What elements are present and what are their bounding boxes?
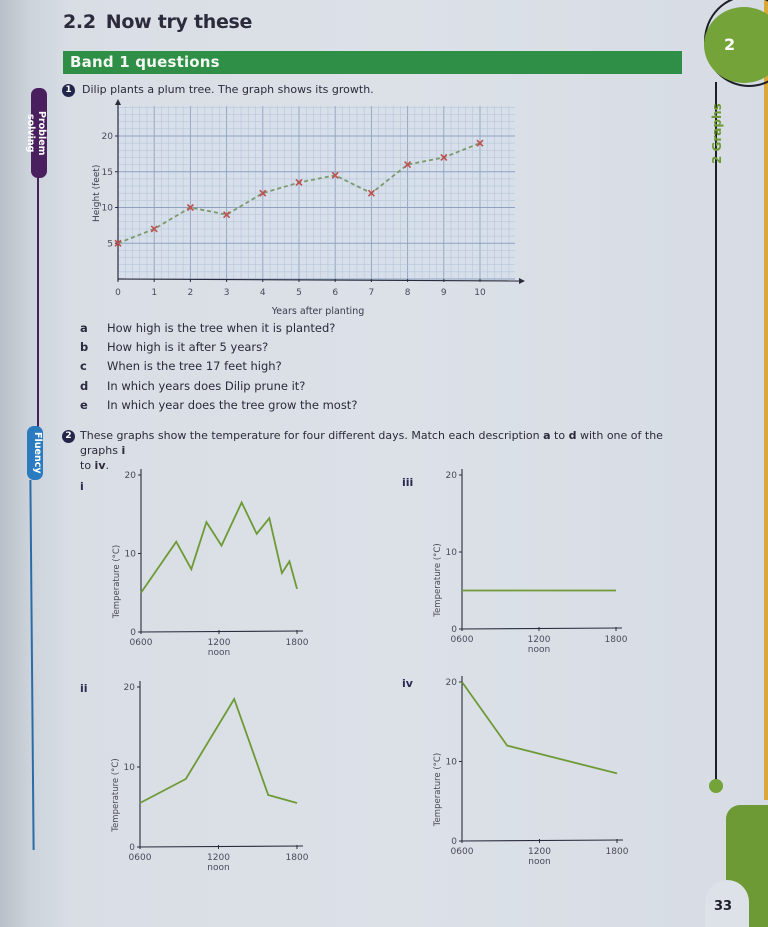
subquestion-letter: d xyxy=(80,378,89,393)
svg-text:20: 20 xyxy=(123,683,135,693)
question-number-badge: 1 xyxy=(62,84,75,97)
graph-roman-label: iii xyxy=(402,476,414,489)
page-edge-gold xyxy=(764,0,768,800)
svg-text:1800: 1800 xyxy=(604,635,628,645)
subquestion-text: When is the tree 17 feet high? xyxy=(107,359,282,374)
subquestion-text: In which years does Dilip prune it? xyxy=(107,378,306,393)
svg-text:20: 20 xyxy=(445,678,457,688)
svg-text:10: 10 xyxy=(445,548,457,558)
temperature-graph-i xyxy=(80,469,309,658)
svg-text:0: 0 xyxy=(130,628,136,638)
svg-text:20: 20 xyxy=(101,132,113,142)
svg-text:7: 7 xyxy=(368,288,375,298)
fluency-label: Fluency xyxy=(32,432,43,474)
question-1-text: Dilip plants a plum tree. The graph shows its growth. xyxy=(82,83,374,96)
svg-text:noon: noon xyxy=(207,863,230,873)
svg-text:1800: 1800 xyxy=(285,853,309,863)
q2-text-part: to xyxy=(550,429,569,442)
q2-text-part: These graphs show the temperature for four different days. Match each description xyxy=(80,429,544,442)
svg-text:8: 8 xyxy=(404,288,411,298)
chapter-number: 2 xyxy=(724,35,736,54)
subquestion-letter: e xyxy=(80,397,88,412)
svg-text:1200: 1200 xyxy=(527,635,551,645)
svg-text:1800: 1800 xyxy=(605,847,629,857)
y-axis-label: Temperature (°C) xyxy=(433,543,443,617)
subquestion-text: In which year does the tree grow the most? xyxy=(107,397,358,412)
q2-bold-iv: iv xyxy=(94,459,106,472)
svg-text:20: 20 xyxy=(124,471,136,481)
temperature-line xyxy=(462,682,617,773)
subquestion-text: How high is the tree when it is planted? xyxy=(107,321,336,335)
svg-text:0600: 0600 xyxy=(450,635,474,645)
svg-text:1800: 1800 xyxy=(285,638,309,648)
svg-text:1200: 1200 xyxy=(207,638,231,648)
svg-text:20: 20 xyxy=(445,471,457,481)
temperature-graph-iv xyxy=(402,676,629,867)
svg-text:0600: 0600 xyxy=(450,847,474,857)
svg-text:0: 0 xyxy=(451,837,457,847)
section-number: 2.2 xyxy=(63,11,96,33)
page-number: 33 xyxy=(714,899,733,914)
svg-text:0600: 0600 xyxy=(129,638,153,648)
chapter-label: 2 Graphs xyxy=(710,103,724,164)
svg-text:10: 10 xyxy=(445,757,457,768)
section-title-text: Now try these xyxy=(105,11,253,33)
chapter-tab-line xyxy=(715,82,717,782)
svg-text:0: 0 xyxy=(129,843,135,853)
svg-text:0600: 0600 xyxy=(128,853,152,863)
svg-text:9: 9 xyxy=(440,288,447,298)
svg-text:0: 0 xyxy=(451,625,457,635)
svg-text:1: 1 xyxy=(151,288,158,298)
svg-text:15: 15 xyxy=(101,167,113,178)
svg-text:10: 10 xyxy=(124,549,136,560)
chapter-tab-dot xyxy=(709,779,723,793)
q2-text-part: with one of the graphs xyxy=(80,429,663,457)
temperature-graph-iii xyxy=(402,469,628,655)
x-axis-label: Years after planting xyxy=(271,306,365,317)
y-axis-label: Temperature (°C) xyxy=(112,544,122,619)
svg-text:0: 0 xyxy=(115,288,121,298)
svg-text:5: 5 xyxy=(296,288,302,298)
question-number-badge: 2 xyxy=(62,430,75,443)
subquestion-letter: b xyxy=(80,340,89,355)
temperature-line xyxy=(141,502,297,592)
svg-text:2: 2 xyxy=(187,288,194,298)
svg-text:5: 5 xyxy=(107,239,113,250)
subquestion-letter: c xyxy=(80,359,87,374)
temperature-graph-ii xyxy=(80,681,309,873)
q2-bold-i: i xyxy=(121,444,126,457)
y-axis-label: Temperature (°C) xyxy=(111,758,121,832)
temperature-line xyxy=(140,699,297,803)
y-axis-label: Height (feet) xyxy=(92,164,102,222)
problem-solving-label: Problem solving xyxy=(25,110,47,156)
graph-roman-label: i xyxy=(80,480,84,493)
graph-roman-label: ii xyxy=(80,682,88,695)
svg-text:1200: 1200 xyxy=(528,847,551,857)
svg-text:6: 6 xyxy=(332,288,339,298)
subquestion-text: How high is it after 5 years? xyxy=(107,340,269,355)
band-label: Band 1 questions xyxy=(70,53,220,71)
q2-bold-d: d xyxy=(568,429,577,442)
svg-text:10: 10 xyxy=(474,288,486,298)
svg-text:noon: noon xyxy=(207,648,231,658)
q2-text-part: . xyxy=(105,459,109,472)
graph-roman-label: iv xyxy=(402,677,413,690)
svg-text:3: 3 xyxy=(223,288,230,298)
q2-bold-a: a xyxy=(543,429,551,442)
svg-text:noon: noon xyxy=(527,645,551,655)
y-axis-label: Temperature (°C) xyxy=(433,752,443,827)
svg-text:noon: noon xyxy=(528,857,551,867)
svg-text:1200: 1200 xyxy=(207,853,230,863)
svg-text:10: 10 xyxy=(101,203,113,214)
svg-text:10: 10 xyxy=(123,763,135,773)
subquestion-letter: a xyxy=(80,321,88,335)
svg-text:4: 4 xyxy=(259,288,266,298)
q2-text-part: to xyxy=(80,459,95,472)
